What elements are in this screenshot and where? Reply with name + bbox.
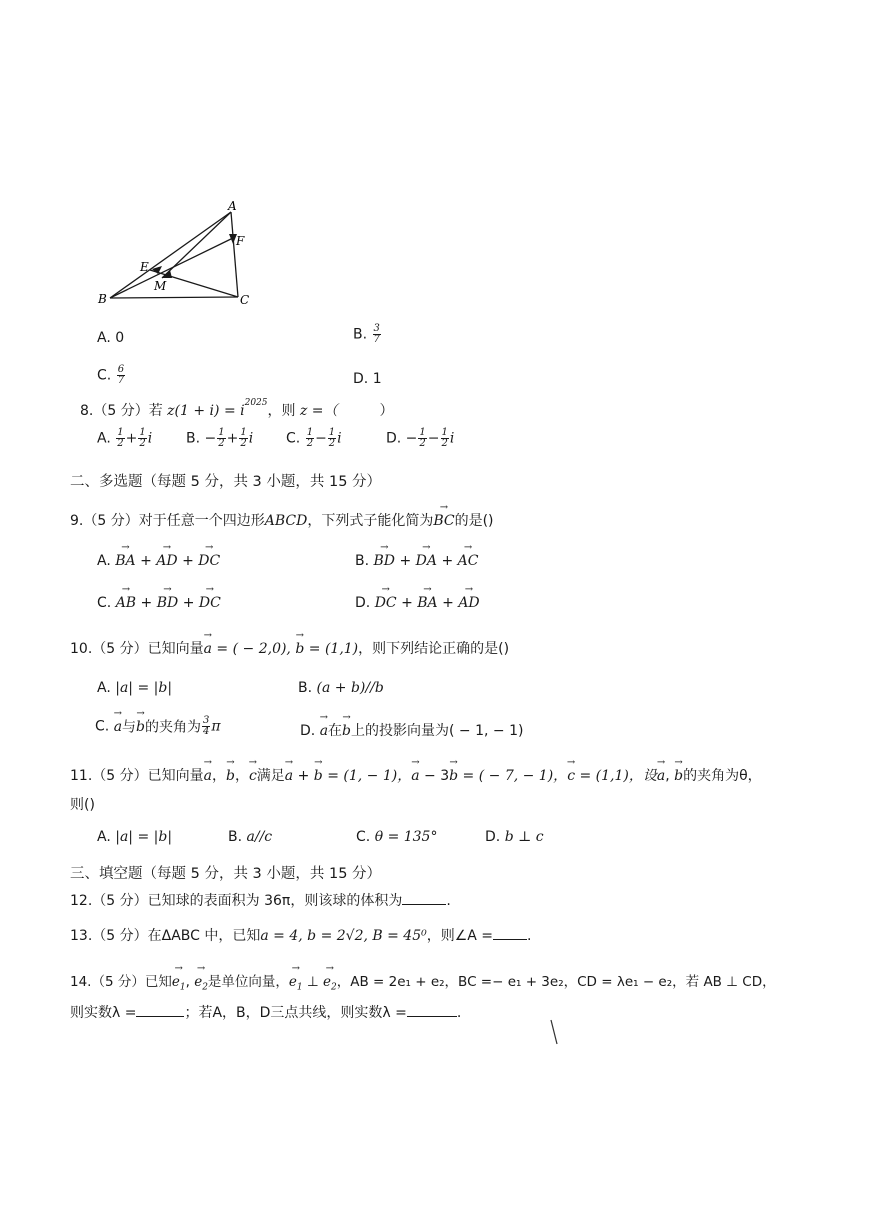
label-e: E [140, 260, 149, 274]
label-f: F [236, 234, 245, 248]
q7-option-c: C. $\frac{6}{7}$ [97, 364, 125, 386]
q10-option-c: C. → a与→ b的夹角为 $\frac{3}{4}$ π [95, 716, 221, 737]
q9-option-a: A. → BA + → AD + → DC [97, 553, 220, 569]
q8-option-b: B. − $\frac{1}{2}$ + $\frac{1}{2}$ i [186, 427, 254, 449]
segment-ac [231, 212, 238, 297]
q10-option-d: D. → a在→ b上的投影向量为( − 1, − 1) [300, 720, 523, 740]
label-a: A [228, 199, 237, 213]
q9-option-b: B. → BD + → DA + → AC [355, 553, 478, 569]
q11-option-c: C. θ = 135° [356, 829, 438, 845]
question-14: 14.（5 分）已知→ $e_1$, → $e_2$是单位向量，→ $e_1$ ⊥ → $e_2$，AB = 2e₁ + e₂，BC =− e₁ + 3e₂，CD = λe₁ − e₂，若 AB ⊥ CD， [70, 970, 776, 993]
q11-option-a: A. |a| = |b| [97, 829, 173, 845]
q11-option-d: D. b ⊥ c [485, 829, 544, 845]
q11-option-b: B. a//c [228, 829, 273, 845]
fraction: $\frac{3}{7}$ [373, 323, 380, 345]
segment-bf [110, 238, 233, 298]
q7-option-a: A. 0 [97, 330, 125, 346]
label-c: C [240, 293, 250, 307]
segment-am [162, 212, 231, 278]
question-8: 8.（5 分）若 $z(1 + i) = i^{2025}$，则 z =（ ） [80, 398, 394, 419]
question-12: 12.（5 分）已知球的表面积为 36π，则该球的体积为 . [70, 893, 451, 909]
q10-option-a: A. |a| = |b| [97, 680, 173, 696]
question-9: 9.（5 分）对于任意一个四边形ABCD，下列式子能化简为→ BC的是() [70, 510, 494, 530]
q10-option-b: B. (a + b)//b [298, 680, 384, 696]
question-10: 10.（5 分）已知向量→ a = ( − 2,0), → b = (1,1)，则下列结论正确的是() [70, 638, 509, 658]
q9-option-c: C. → AB + → BD + → DC [97, 595, 221, 611]
label-m: M [154, 279, 167, 293]
q7-option-d: D. 1 [353, 371, 382, 387]
answer-blank[interactable] [136, 1016, 184, 1017]
section-3-heading: 三、填空题（每题 5 分，共 3 小题，共 15 分） [70, 866, 382, 882]
q8-option-d: D. − $\frac{1}{2}$ − $\frac{1}{2}$ i [386, 427, 455, 449]
q8-option-a: A. $\frac{1}{2}$ + $\frac{1}{2}$ i [97, 427, 153, 449]
q8-option-c: C. $\frac{1}{2}$ − $\frac{1}{2}$ i [286, 427, 342, 449]
answer-blank[interactable] [493, 939, 527, 940]
question-13: 13.（5 分）在ΔABC 中，已知a = 4, b = 2√2, B = 45⁰，则∠A = . [70, 928, 532, 944]
q7-option-b: B. $\frac{3}{7}$ [353, 323, 380, 345]
fraction: $\frac{6}{7}$ [117, 364, 125, 386]
question-11: 11.（5 分）已知向量→ a，→ b，→ c满足→ a + → b = (1, − 1)，→ a − 3→ b = ( − 7, − 1)，→ c = (1,1)，设→ a, → b的夹角为θ， [70, 765, 762, 785]
answer-blank[interactable] [407, 1016, 457, 1017]
q9-option-d: D. → DC + → BA + → AD [355, 595, 480, 611]
answer-blank[interactable] [402, 904, 446, 905]
question-11-line2: 则() [70, 797, 95, 813]
segment-ab [110, 212, 231, 298]
question-14-line2: 则实数λ = ；若A，B，D三点共线，则实数λ = . [70, 1005, 462, 1021]
segment-bc [110, 297, 238, 298]
scan-mark [548, 1018, 562, 1048]
triangle-figure [90, 196, 270, 316]
label-b: B [98, 292, 107, 306]
section-2-heading: 二、多选题（每题 5 分，共 3 小题，共 15 分） [70, 474, 382, 490]
